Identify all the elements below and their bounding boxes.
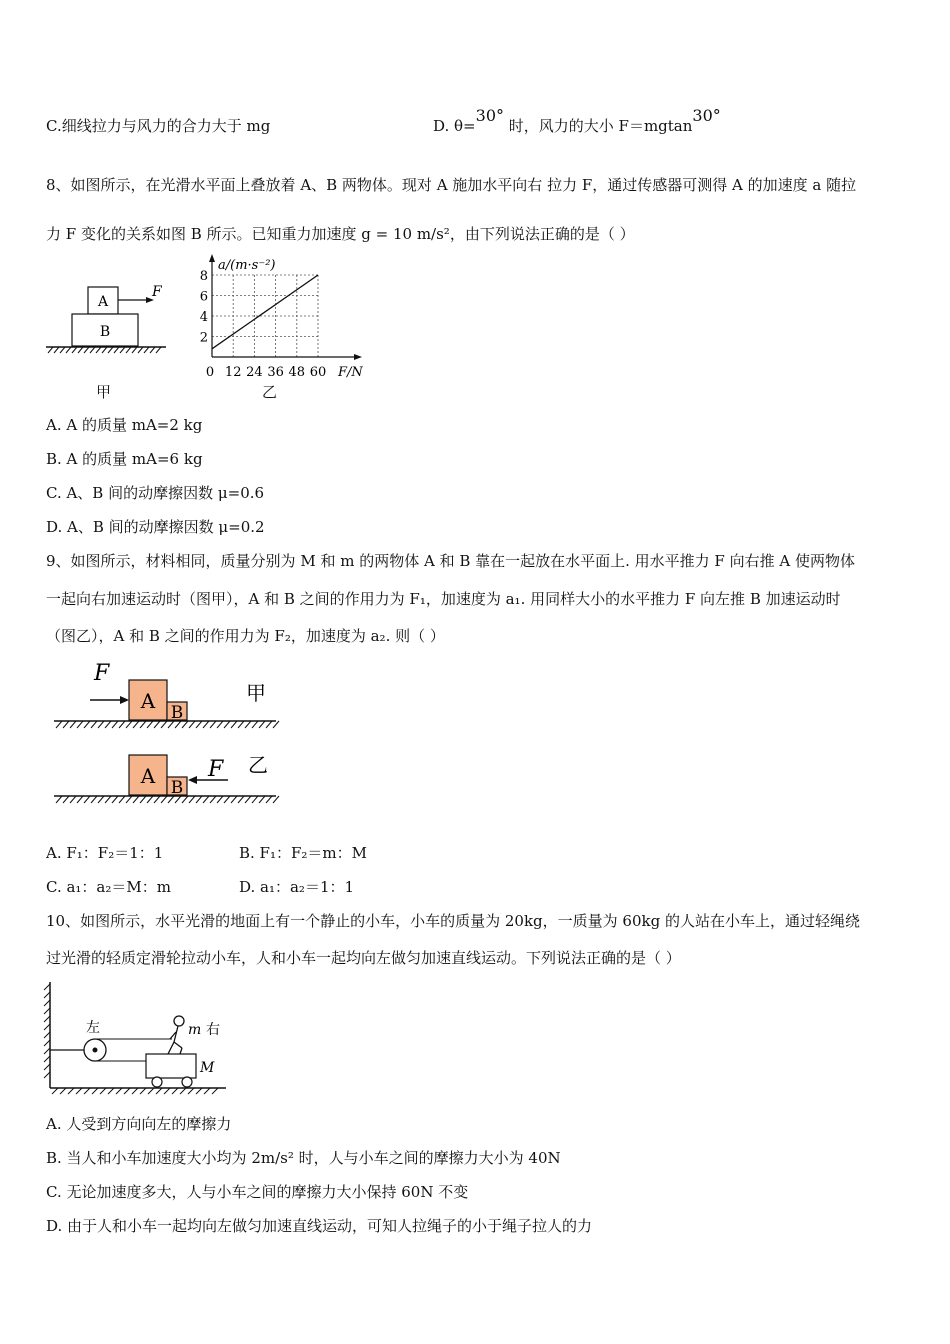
q9-stem-line-2: 一起向右加速运动时（图甲），A 和 B 之间的作用力为 F₁，加速度为 a₁. 用同样大小的水平推力 F 向左推 B 加速运动时 [46, 590, 841, 608]
q9-yi-ground-hatch [56, 796, 279, 803]
q9-jia-block-b-label: B [170, 703, 184, 723]
hatch-mark [259, 796, 265, 803]
hatch-mark [119, 796, 125, 803]
q8-x-axis-arrow [354, 354, 362, 360]
q10-stem-line-2: 过光滑的轻质定滑轮拉动小车，人和小车一起均向左做匀加速直线运动。下列说法正确的是（ ） [46, 949, 681, 967]
hatch-mark [154, 721, 160, 728]
hatch-mark [105, 796, 111, 803]
q8-figure-jia [44, 278, 174, 378]
q7-option-d-angle: 30° [475, 106, 504, 125]
q9-option-a: A. F₁：F₂＝1：1 [46, 844, 164, 862]
q10-option-d: D. 由于人和小车一起均向左做匀加速直线运动，可知人拉绳子的小于绳子拉人的力 [46, 1217, 593, 1235]
q8-option-c: C. A、B 间的动摩擦因数 μ=0.6 [46, 484, 265, 502]
q10-cart-wheel-left [152, 1077, 162, 1087]
q10-option-a: A. 人受到方向向左的摩擦力 [46, 1115, 232, 1133]
hatch-mark [77, 721, 83, 728]
q9-yi-force-label: F [208, 757, 224, 782]
q8-ground-hatch [48, 347, 161, 353]
q8-x-axis-label: F/N [338, 365, 363, 380]
q9-caption-yi: 乙 [248, 753, 268, 777]
hatch-mark [273, 721, 279, 728]
hatch-mark [105, 721, 111, 728]
hatch-mark [84, 721, 90, 728]
q10-cart [146, 1054, 196, 1078]
q10-option-c: C. 无论加速度多大，人与小车之间的摩擦力大小保持 60N 不变 [46, 1183, 469, 1201]
q8-y-tick-label: 2 [199, 330, 208, 346]
q8-block-b-label: B [99, 324, 111, 340]
hatch-mark [126, 721, 132, 728]
hatch-mark [224, 796, 230, 803]
q8-option-a: A. A 的质量 mA=2 kg [46, 416, 203, 434]
hatch-mark [56, 796, 62, 803]
hatch-mark [217, 721, 223, 728]
hatch-mark [147, 721, 153, 728]
q8-stem-line-1: 8、如图所示，在光滑水平面上叠放着 A、B 两物体。现对 A 施加水平向右 拉力 F，通过传感器可测得 A 的加速度 a 随拉 [46, 176, 857, 194]
q8-x-tick-label: 24 [246, 365, 263, 380]
hatch-mark [161, 721, 167, 728]
q8-y-tick-label: 6 [199, 289, 208, 305]
q10-label-cart-mass: M [200, 1060, 215, 1076]
q10-ground-hatch [52, 1088, 218, 1094]
q9-option-b: B. F₁：F₂＝m：M [239, 844, 367, 862]
hatch-mark [189, 721, 195, 728]
hatch-mark [161, 796, 167, 803]
q7-option-d [433, 106, 721, 136]
q8-force-label: F [152, 284, 162, 300]
hatch-mark [266, 796, 272, 803]
q10-cart-wheel-right [182, 1077, 192, 1087]
q8-figure-yi-chart [196, 254, 376, 382]
q10-person [168, 1016, 184, 1054]
hatch-mark [140, 721, 146, 728]
q8-x-tick-label: 12 [224, 365, 242, 380]
hatch-mark [217, 796, 223, 803]
hatch-mark [98, 721, 104, 728]
q9-stem-line-3: （图乙），A 和 B 之间的作用力为 F₂，加速度为 a₂. 则（ ） [46, 627, 445, 645]
hatch-mark [63, 721, 69, 728]
q8-tick-labels [200, 269, 327, 380]
hatch-mark [245, 721, 251, 728]
q10-wall-hatch [44, 984, 50, 1078]
q7-option-d-middle: 时，风力的大小 F＝mgtan [504, 117, 693, 135]
q8-y-tick-label: 4 [199, 310, 208, 325]
hatch-mark [140, 796, 146, 803]
q9-jia-ground-hatch [56, 721, 279, 728]
q8-x-tick-label: 48 [288, 365, 306, 380]
hatch-mark [133, 796, 139, 803]
hatch-mark [210, 721, 216, 728]
hatch-mark [77, 796, 83, 803]
hatch-mark [189, 796, 195, 803]
hatch-mark [203, 796, 209, 803]
hatch-mark [196, 721, 202, 728]
hatch-mark [98, 796, 104, 803]
q8-caption-yi: 乙 [262, 383, 278, 401]
hatch-mark [259, 721, 265, 728]
q9-jia-force-arrowhead [120, 696, 129, 704]
q8-y-tick-label: 8 [199, 269, 208, 284]
hatch-mark [238, 721, 244, 728]
hatch-mark [210, 796, 216, 803]
q7-option-c: C.细线拉力与风力的合力大于 mg [46, 117, 271, 135]
hatch-mark [91, 721, 97, 728]
hatch-mark [252, 796, 258, 803]
q8-x-tick-label: 60 [309, 365, 327, 380]
hatch-mark [273, 796, 279, 803]
hatch-mark [91, 796, 97, 803]
q9-stem-line-1: 9、如图所示，材料相同，质量分别为 M 和 m 的两物体 A 和 B 靠在一起放在水平面上. 用水平推力 F 向右推 A 使两物体 [46, 552, 855, 570]
q8-y-axis-label: a/(m·s⁻²) [218, 258, 276, 273]
hatch-mark [252, 721, 258, 728]
hatch-mark [119, 721, 125, 728]
hatch-mark [112, 721, 118, 728]
q8-origin-label: 0 [205, 365, 215, 380]
q10-label-person-mass: m [188, 1022, 202, 1038]
q8-stem-line-2: 力 F 变化的关系如图 B 所示。已知重力加速度 g = 10 m/s²，由下列说法正确的是（ ） [46, 225, 635, 243]
q9-option-c: C. a₁：a₂＝M：m [46, 878, 171, 896]
hatch-mark [70, 721, 76, 728]
q8-chart-grid [212, 275, 318, 357]
q7-option-d-prefix: D. θ= [433, 117, 476, 135]
hatch-mark [231, 796, 237, 803]
q8-x-tick-label: 36 [267, 365, 284, 380]
q10-figure [40, 978, 240, 1102]
hatch-mark [203, 721, 209, 728]
q8-block-a-label: A [97, 294, 109, 310]
q9-jia-force-label: F [94, 661, 110, 686]
q9-yi-block-b-label: B [170, 778, 184, 798]
q10-pulley-axle [93, 1048, 98, 1053]
q9-yi-force-arrowhead [188, 776, 197, 784]
q8-option-b: B. A 的质量 mA=6 kg [46, 450, 203, 468]
hatch-mark [231, 721, 237, 728]
hatch-mark [63, 796, 69, 803]
hatch-mark [126, 796, 132, 803]
q10-label-right: 右 [206, 1022, 220, 1038]
q10-stem-line-1: 10、如图所示，水平光滑的地面上有一个静止的小车，小车的质量为 20kg，一质量为 60kg 的人站在小车上，通过轻绳绕 [46, 912, 860, 930]
q10-option-b: B. 当人和小车加速度大小均为 2m/s² 时，人与小车之间的摩擦力大小为 40N [46, 1149, 561, 1167]
q9-yi-block-a-label: A [140, 764, 156, 788]
q8-series-line [212, 275, 318, 349]
hatch-mark [238, 796, 244, 803]
q8-y-axis-arrow [209, 254, 215, 262]
hatch-mark [56, 721, 62, 728]
q10-label-left: 左 [86, 1020, 100, 1036]
hatch-mark [245, 796, 251, 803]
hatch-mark [147, 796, 153, 803]
hatch-mark [70, 796, 76, 803]
hatch-mark [154, 796, 160, 803]
q9-jia-block-a-label: A [140, 689, 156, 713]
hatch-mark [112, 796, 118, 803]
q8-caption-jia: 甲 [96, 383, 112, 401]
hatch-mark [133, 721, 139, 728]
hatch-mark [84, 796, 90, 803]
hatch-mark [196, 796, 202, 803]
q9-figure [50, 656, 290, 818]
q9-option-d: D. a₁：a₂＝1：1 [239, 878, 355, 896]
q8-option-d: D. A、B 间的动摩擦因数 μ=0.2 [46, 518, 265, 536]
q7-option-d-angle-2: 30° [692, 106, 721, 125]
hatch-mark [224, 721, 230, 728]
hatch-mark [266, 721, 272, 728]
q9-caption-jia: 甲 [246, 681, 266, 705]
